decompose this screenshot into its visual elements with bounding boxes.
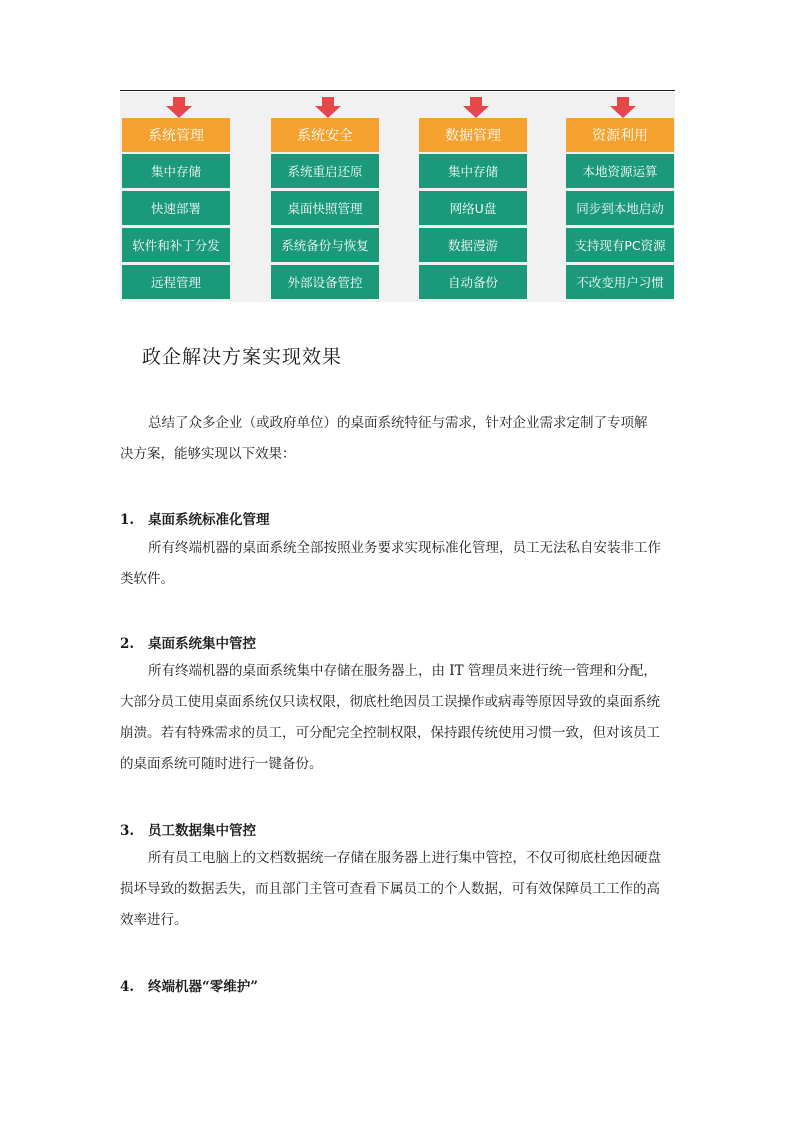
column-header: 系统安全 — [271, 118, 379, 152]
column-item: 数据漫游 — [419, 228, 527, 262]
section-number: 4. — [120, 979, 135, 995]
text-line: 类软件。 — [120, 571, 174, 587]
column-item: 系统备份与恢复 — [271, 228, 379, 262]
feature-diagram — [120, 92, 675, 302]
column-item: 集中存储 — [419, 154, 527, 188]
section-1-paragraph — [120, 533, 675, 595]
column-item: 外部设备管控 — [271, 265, 379, 299]
column-item: 远程管理 — [122, 265, 230, 299]
column-item: 网络U盘 — [419, 191, 527, 225]
section-2-paragraph — [120, 656, 675, 780]
down-arrow-icon — [165, 97, 193, 119]
text-line: 所有终端机器的桌面系统全部按照业务要求实现标准化管理，员工无法私自安装非工作 — [148, 540, 661, 556]
text-line: 的桌面系统可随时进行一键备份。 — [120, 756, 323, 772]
section-title: 桌面系统集中管控 — [148, 636, 256, 652]
column-item: 集中存储 — [122, 154, 230, 188]
column-item: 桌面快照管理 — [271, 191, 379, 225]
text-line: 崩溃。若有特殊需求的员工，可分配完全控制权限，保持跟传统使用习惯一致，但对该员工 — [120, 725, 660, 741]
column-item: 支持现有PC资源 — [566, 228, 674, 262]
section-3-paragraph — [120, 843, 675, 936]
intro-paragraph — [120, 408, 675, 470]
section-number: 2. — [120, 636, 135, 652]
column-item: 同步到本地启动 — [566, 191, 674, 225]
down-arrow-icon — [314, 97, 342, 119]
column-header: 数据管理 — [419, 118, 527, 152]
section-number: 1. — [120, 512, 135, 528]
column-item: 本地资源运算 — [566, 154, 674, 188]
text-line: 决方案，能够实现以下效果： — [120, 446, 296, 462]
section-title-1 — [120, 508, 270, 528]
down-arrow-icon — [462, 97, 490, 119]
section-title-4 — [120, 975, 258, 995]
text-line: 总结了众多企业（或政府单位）的桌面系统特征与需求，针对企业需求定制了专项解 — [148, 415, 648, 431]
text-line: 所有员工电脑上的文档数据统一存储在服务器上进行集中管控，不仅可彻底杜绝因硬盘 — [148, 850, 661, 866]
text-line: 所有终端机器的桌面系统集中存储在服务器上，由 IT 管理员来进行统一管理和分配， — [148, 663, 657, 679]
column-header: 系统管理 — [122, 118, 230, 152]
column-item: 不改变用户习惯 — [566, 265, 674, 299]
text-line: 损坏导致的数据丢失，而且部门主管可查看下属员工的个人数据，可有效保障员工工作的高 — [120, 881, 660, 897]
top-rule — [120, 90, 675, 91]
section-title-2 — [120, 632, 256, 652]
text-line: 大部分员工使用桌面系统仅只读权限，彻底杜绝因员工误操作或病毒等原因导致的桌面系统 — [120, 694, 660, 710]
column-item: 快速部署 — [122, 191, 230, 225]
down-arrow-icon — [609, 97, 637, 119]
section-title: 桌面系统标准化管理 — [148, 512, 270, 528]
column-item: 自动备份 — [419, 265, 527, 299]
section-title: 员工数据集中管控 — [148, 823, 256, 839]
section-heading: 政企解决方案实现效果 — [142, 346, 343, 368]
column-item: 系统重启还原 — [271, 154, 379, 188]
section-title: 终端机器“零维护” — [148, 979, 259, 995]
text-line: 效率进行。 — [120, 912, 188, 928]
column-header: 资源利用 — [566, 118, 674, 152]
column-item: 软件和补丁分发 — [122, 228, 230, 262]
section-number: 3. — [120, 823, 135, 839]
section-title-3 — [120, 819, 256, 839]
